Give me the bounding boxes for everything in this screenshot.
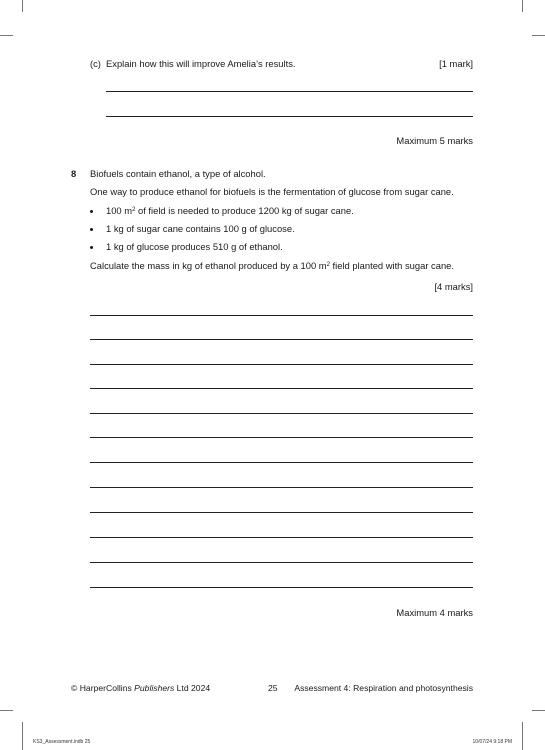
bullet-text: 100 $m^2$ of field is needed to produce 1200 kg of sugar cane. (106, 205, 354, 216)
answer-line (90, 462, 473, 463)
answer-line (90, 537, 473, 538)
crop-mark (522, 722, 523, 750)
crop-mark (522, 0, 523, 12)
bullet-text: 1 kg of glucose produces 510 g of ethanol. (106, 241, 283, 252)
part-marks: [1 mark] (439, 58, 473, 69)
question-number: 8 (71, 168, 77, 179)
answer-line (90, 587, 473, 588)
answer-line (90, 388, 473, 389)
question-intro: Biofuels contain ethanol, a type of alcohol. (90, 168, 266, 179)
bullet-point (90, 246, 93, 249)
answer-line (90, 437, 473, 438)
question-method: One way to produce ethanol for biofuels is the fermentation of glucose from sugar cane. (90, 186, 454, 197)
page-number: 25 (268, 683, 278, 693)
question-total: Maximum 4 marks (396, 607, 473, 618)
question-total: Maximum 5 marks (396, 135, 473, 146)
answer-line (106, 91, 473, 92)
crop-mark (0, 35, 13, 36)
part-label: (c) (90, 58, 101, 69)
bullet-text: 1 kg of sugar cane contains 100 g of glucose. (106, 223, 295, 234)
answer-line (90, 413, 473, 414)
footer-section: Assessment 4: Respiration and photosynthesis (294, 683, 473, 693)
slug-file: KS3_Assessment.indb 25 (33, 739, 91, 745)
question-marks: [4 marks] (434, 281, 473, 292)
answer-line (90, 487, 473, 488)
bullet-point (90, 228, 93, 231)
footer-copyright: © HarperCollins Publishers Ltd 2024 (71, 683, 211, 693)
answer-line (90, 512, 473, 513)
crop-mark (0, 710, 13, 711)
crop-mark (532, 710, 545, 711)
answer-line (90, 562, 473, 563)
crop-mark (22, 722, 23, 750)
bullet-point (90, 210, 93, 213)
crop-mark (532, 35, 545, 36)
answer-line (90, 339, 473, 340)
crop-mark (22, 0, 23, 12)
part-question: Explain how this will improve Amelia’s results. (106, 58, 296, 69)
answer-line (106, 116, 473, 117)
slug-datetime: 10/07/24 9:18 PM (472, 739, 512, 745)
answer-line (90, 364, 473, 365)
answer-line (90, 315, 473, 316)
question-task: Calculate the mass in kg of ethanol produced by a 100 $m^2$ field planted with sugar cane. (90, 260, 454, 271)
